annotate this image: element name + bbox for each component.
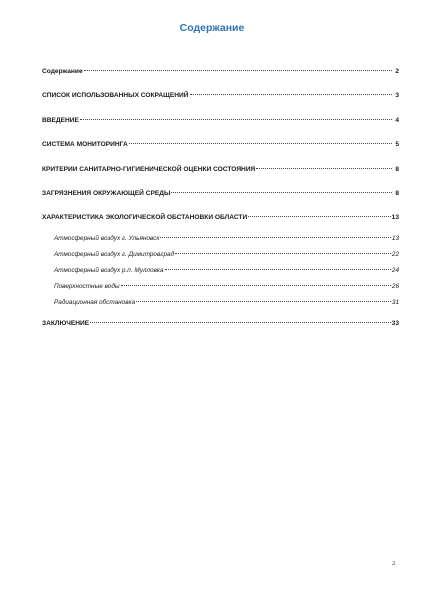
toc-entry-page: 26 [391, 283, 399, 290]
toc-entry-page: 4 [395, 117, 399, 124]
toc-entry-page: 22 [391, 251, 399, 258]
toc-leader-dots [121, 284, 391, 286]
toc-leader-dots [160, 236, 391, 238]
toc-entry-page: 13 [391, 235, 399, 242]
toc-entry-page: 8 [395, 166, 399, 173]
toc-entry-label: КРИТЕРИИ САНИТАРНО-ГИГИЕНИЧЕСКОЙ ОЦЕНКИ СОСТОЯНИЯ [42, 166, 256, 173]
toc-leader-dots [80, 118, 392, 120]
page-number: 2 [392, 560, 396, 567]
toc-leader-dots [84, 69, 392, 71]
toc-entry-page: 31 [391, 299, 399, 306]
toc-leader-dots [175, 252, 391, 254]
toc-entry[interactable] [42, 190, 399, 202]
toc-entry[interactable] [42, 141, 399, 153]
toc-entry-page: 5 [395, 141, 399, 148]
toc-entry-label: ЗАКЛЮЧЕНИЕ [42, 320, 90, 327]
toc-leader-dots [190, 93, 393, 95]
toc-entry-label: Радиационная обстановка [54, 299, 136, 306]
toc-entry-page: 33 [391, 320, 399, 327]
toc-entry[interactable] [42, 320, 399, 332]
toc-entry-label: ВВЕДЕНИЕ [42, 117, 79, 124]
toc-leader-dots [136, 300, 391, 302]
toc-subentry[interactable] [54, 251, 399, 263]
toc-entry-label: ЗАГРЯЗНЕНИЯ ОКРУЖАЮЩЕЙ СРЕДЫ [42, 190, 171, 197]
toc-entry-page: 24 [391, 267, 399, 274]
toc-subentry[interactable] [54, 283, 399, 295]
toc-leader-dots [90, 321, 390, 323]
toc-leader-dots [248, 215, 390, 217]
toc-entry-page: 13 [391, 214, 399, 221]
toc-entry[interactable] [42, 92, 399, 104]
toc-entry-page: 3 [395, 92, 399, 99]
toc-leader-dots [171, 191, 392, 193]
toc-entry-label: Содержание [42, 68, 83, 75]
toc-entry-label: Атмосферный воздух р.п. Мулловка [54, 267, 164, 274]
toc-subentry[interactable] [54, 299, 399, 311]
toc-entry-label: Поверхностные воды [54, 283, 120, 290]
toc-entry[interactable] [42, 166, 399, 178]
toc-leader-dots [165, 268, 391, 270]
toc-subentry[interactable] [54, 235, 399, 247]
toc-entry[interactable] [42, 68, 399, 80]
toc-entry-label: Атмосферный воздух г. Ульяновск [54, 235, 160, 242]
toc-subentry[interactable] [54, 267, 399, 279]
toc-leader-dots [256, 167, 392, 169]
toc-entry[interactable] [42, 214, 399, 226]
toc-entry-label: Атмосферный воздух г. Димитровград [54, 251, 175, 258]
toc-title: Содержание [179, 22, 245, 34]
toc-entry-label: ХАРАКТЕРИСТИКА ЭКОЛОГИЧЕСКОЙ ОБСТАНОВКИ ОБЛАСТИ [42, 214, 248, 221]
toc-entry-page: 2 [395, 68, 399, 75]
toc-entry[interactable] [42, 117, 399, 129]
toc-entry-label: СПИСОК ИСПОЛЬЗОВАННЫХ СОКРАЩЕНИЙ [42, 92, 189, 99]
toc-leader-dots [129, 142, 392, 144]
toc-entry-label: СИСТЕМА МОНИТОРИНГА [42, 141, 128, 148]
toc-entry-page: 8 [395, 190, 399, 197]
